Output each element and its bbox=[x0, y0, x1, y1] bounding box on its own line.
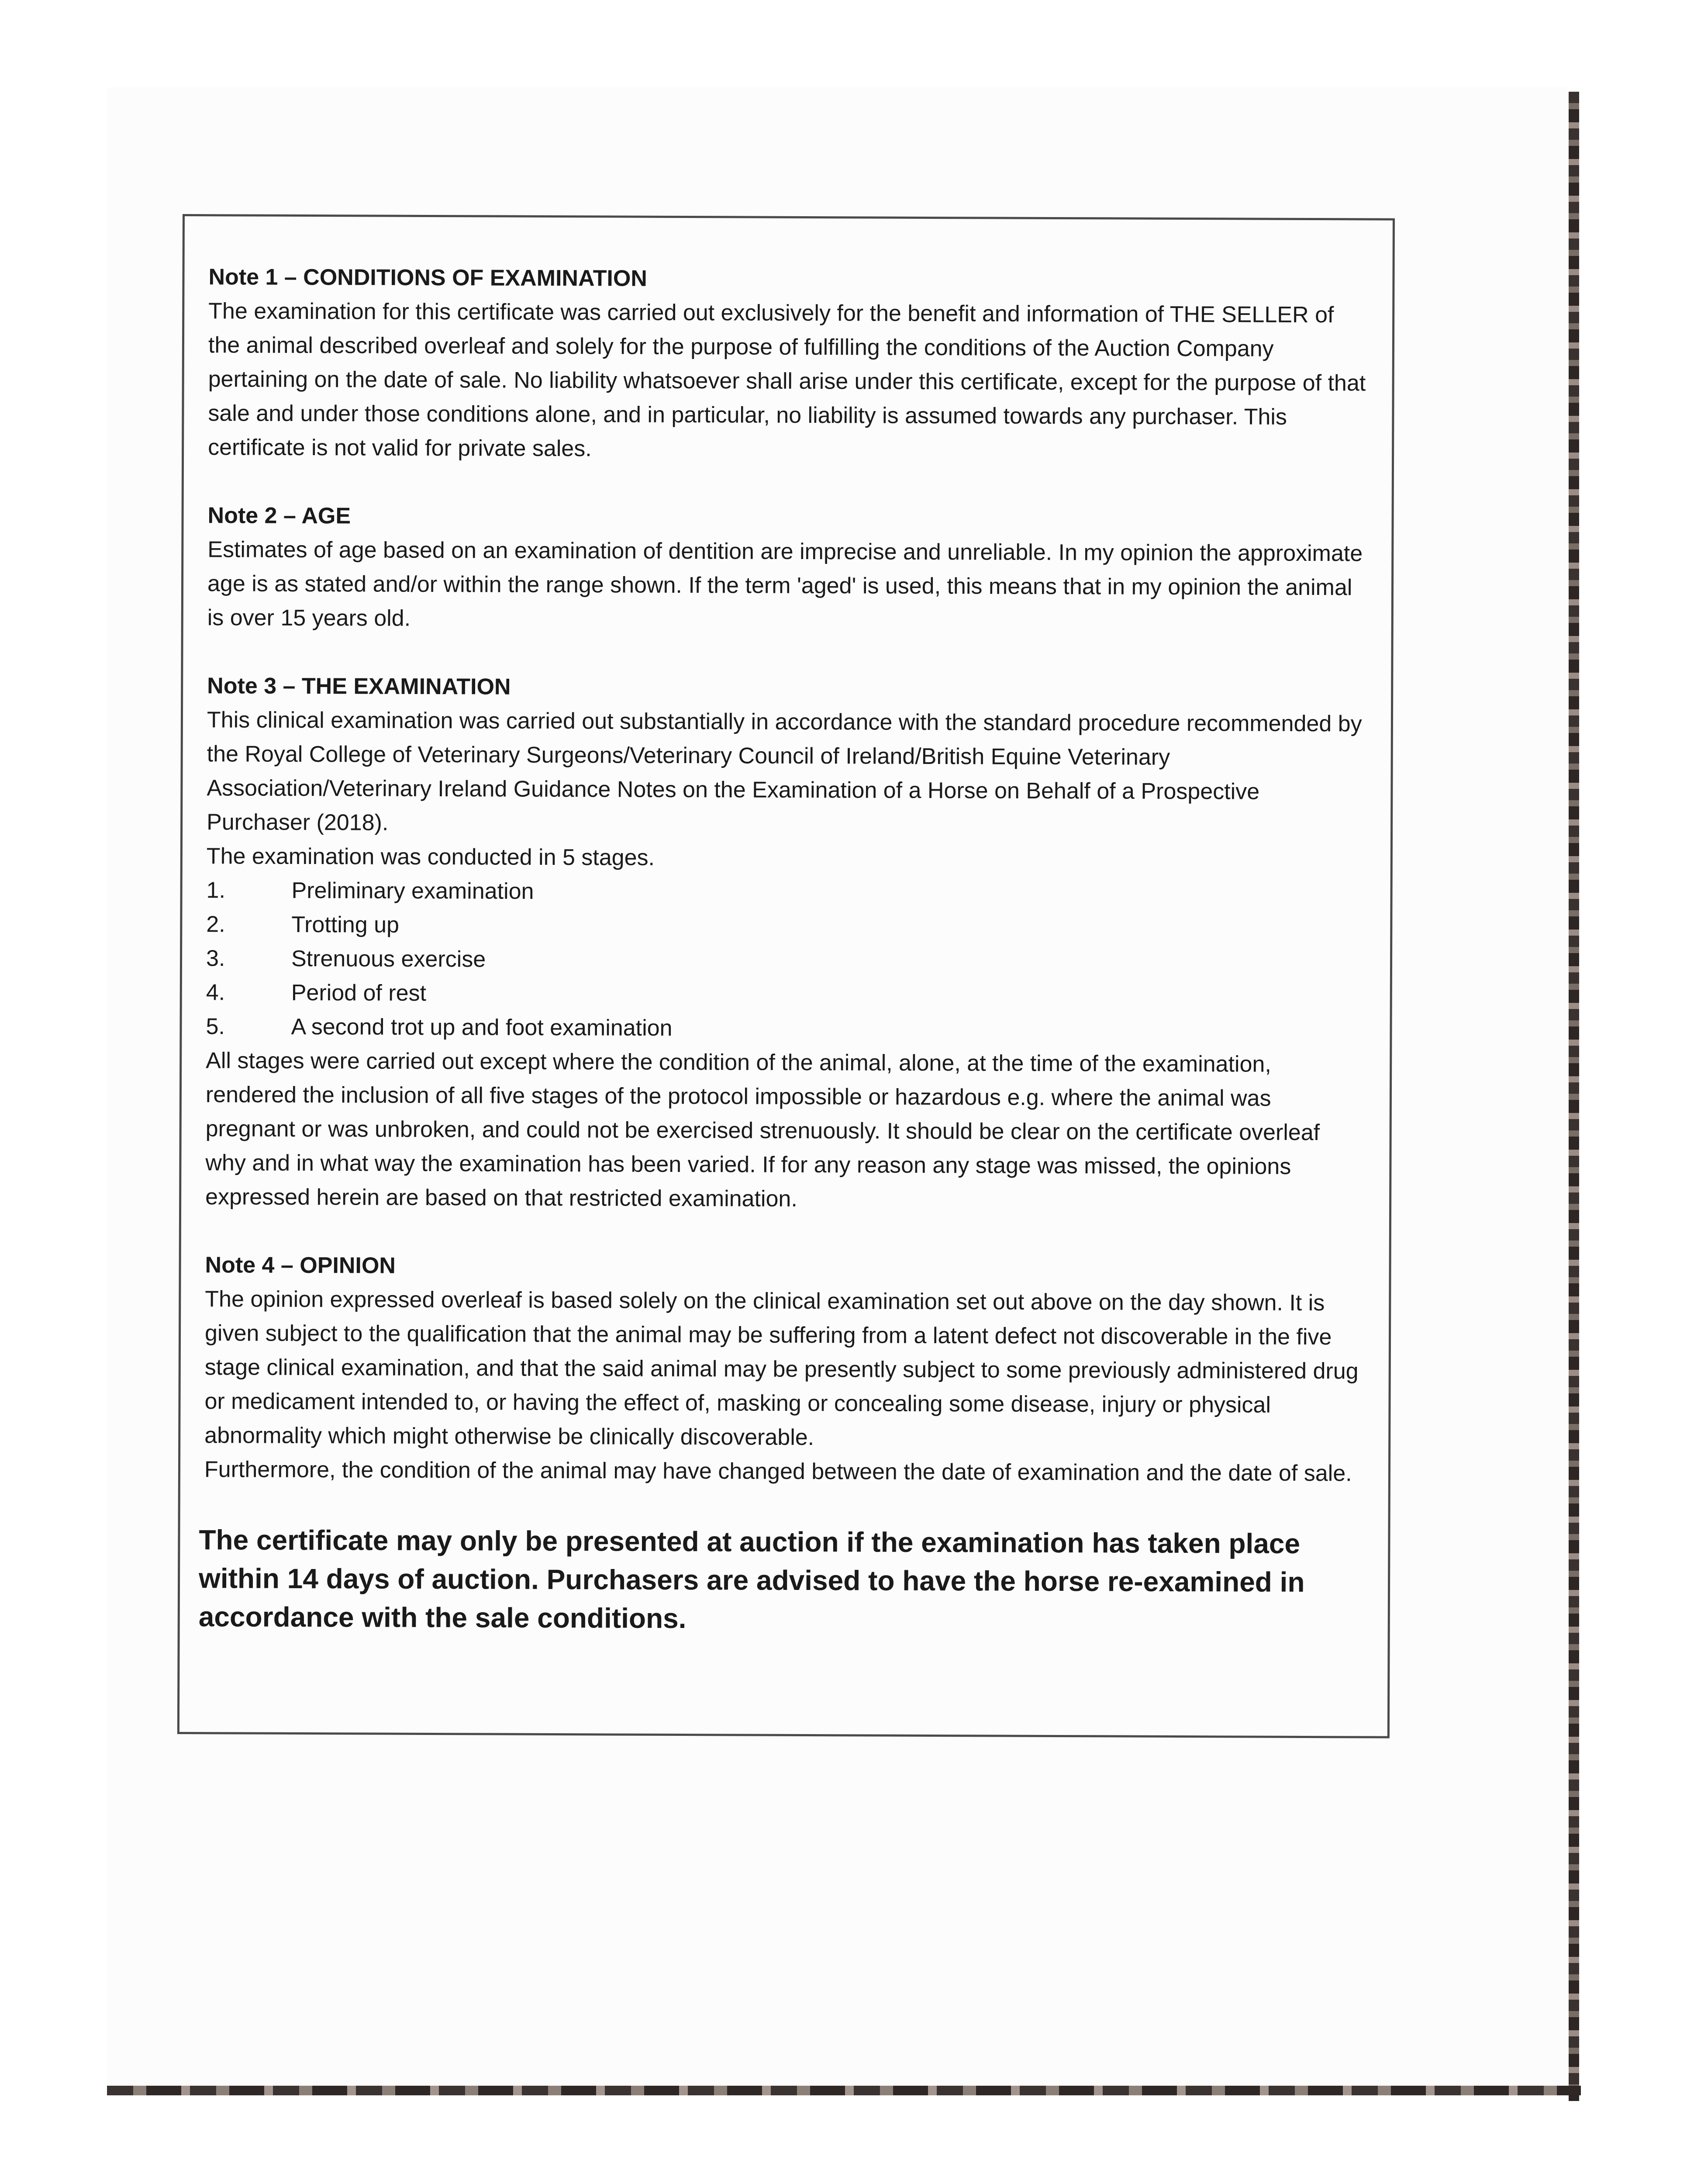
note-2-title: Note 2 – AGE bbox=[207, 503, 351, 529]
stage-label: A second trot up and foot examination bbox=[291, 1014, 673, 1041]
note-3-title: Note 3 – THE EXAMINATION bbox=[207, 673, 511, 700]
stage-number: 1. bbox=[206, 878, 226, 903]
stage-number: 3. bbox=[206, 946, 225, 971]
stage-item bbox=[206, 873, 1364, 911]
note-3-closing: All stages were carried out except where the condition of the animal, alone, at the time of the examination, rendered the inclusion of all five stages of the protocol impossible or hazardous e.g. where the animal was pregnant or was unbroken, and could not be exercised strenuously. It should be clear on the certificate overleaf why and in what way the examination has been varied. If for any reason any stage was missed, the opinions expressed herein are based on that restricted examination. bbox=[205, 1048, 1320, 1212]
note-3-stages-intro: The examination was conducted in 5 stages. bbox=[206, 843, 655, 871]
stage-item bbox=[206, 1009, 1363, 1047]
stage-label: Trotting up bbox=[291, 912, 400, 938]
note-4-text-2: Furthermore, the condition of the animal may have changed between the date of examination and the date of sale. bbox=[204, 1457, 1352, 1486]
scan-edge-right bbox=[1569, 74, 1687, 2184]
stage-item bbox=[206, 975, 1364, 1013]
note-3-text: This clinical examination was carried out substantially in accordance with the standard procedure recommended by the Royal College of Veterinary Surgeons/Veterinary Council of Ireland/British Equine Veterinary Association/Veterinary Ireland Guidance Notes on the Examination of a Horse on Behalf of a Prospective Purchaser (2018). bbox=[207, 707, 1362, 836]
note-2 bbox=[207, 498, 1366, 639]
stage-number: 2. bbox=[206, 912, 225, 937]
note-1-text: The examination for this certificate was carried out exclusively for the benefit and information of THE SELLER of the animal described overleaf and solely for the purpose of fulfilling the conditions of the Auction Company pertaining on the date of sale. No liability whatsoever shall arise under this certificate, except for the purpose of that sale and under those conditions alone, and in particular, no liability is assumed towards any purchaser. This certificate is not valid for private sales. bbox=[208, 298, 1366, 462]
stage-item bbox=[206, 941, 1364, 979]
scan-edge-bottom bbox=[107, 2086, 1581, 2095]
stage-number: 4. bbox=[206, 980, 225, 1006]
stage-item bbox=[206, 907, 1364, 945]
note-4-title: Note 4 – OPINION bbox=[205, 1252, 396, 1279]
note-4-text: The opinion expressed overleaf is based solely on the clinical examination set out above on the day shown. It is given subject to the qualification that the animal may be suffering from a latent defect not discoverable in the five stage clinical examination, and that the said animal may be presently subject to some previously administered drug or medicament intended to, or having the effect of, masking or concealing some disease, injury or physical abnormality which might otherwise be clinically discoverable. bbox=[204, 1286, 1359, 1451]
notes-box bbox=[177, 214, 1395, 1738]
note-4 bbox=[204, 1248, 1363, 1490]
stage-number: 5. bbox=[206, 1014, 225, 1040]
note-3 bbox=[205, 669, 1365, 1218]
note-2-text: Estimates of age based on an examination of dentition are imprecise and unreliable. In my opinion the approximate age is as stated and/or within the range shown. If the term 'aged' is used, this means that in my opinion the animal is over 15 years old. bbox=[207, 537, 1363, 631]
stage-label: Strenuous exercise bbox=[291, 946, 486, 972]
final-statement: The certificate may only be presented at auction if the examination has taken place within 14 days of auction. Purchasers are advised to have the horse re-examined in accordance with the sale conditions. bbox=[198, 1524, 1305, 1635]
note-1 bbox=[208, 260, 1366, 468]
stages-list bbox=[206, 873, 1364, 1047]
stage-label: Period of rest bbox=[291, 980, 427, 1006]
stage-label: Preliminary examination bbox=[291, 878, 534, 904]
note-1-title: Note 1 – CONDITIONS OF EXAMINATION bbox=[208, 264, 648, 291]
